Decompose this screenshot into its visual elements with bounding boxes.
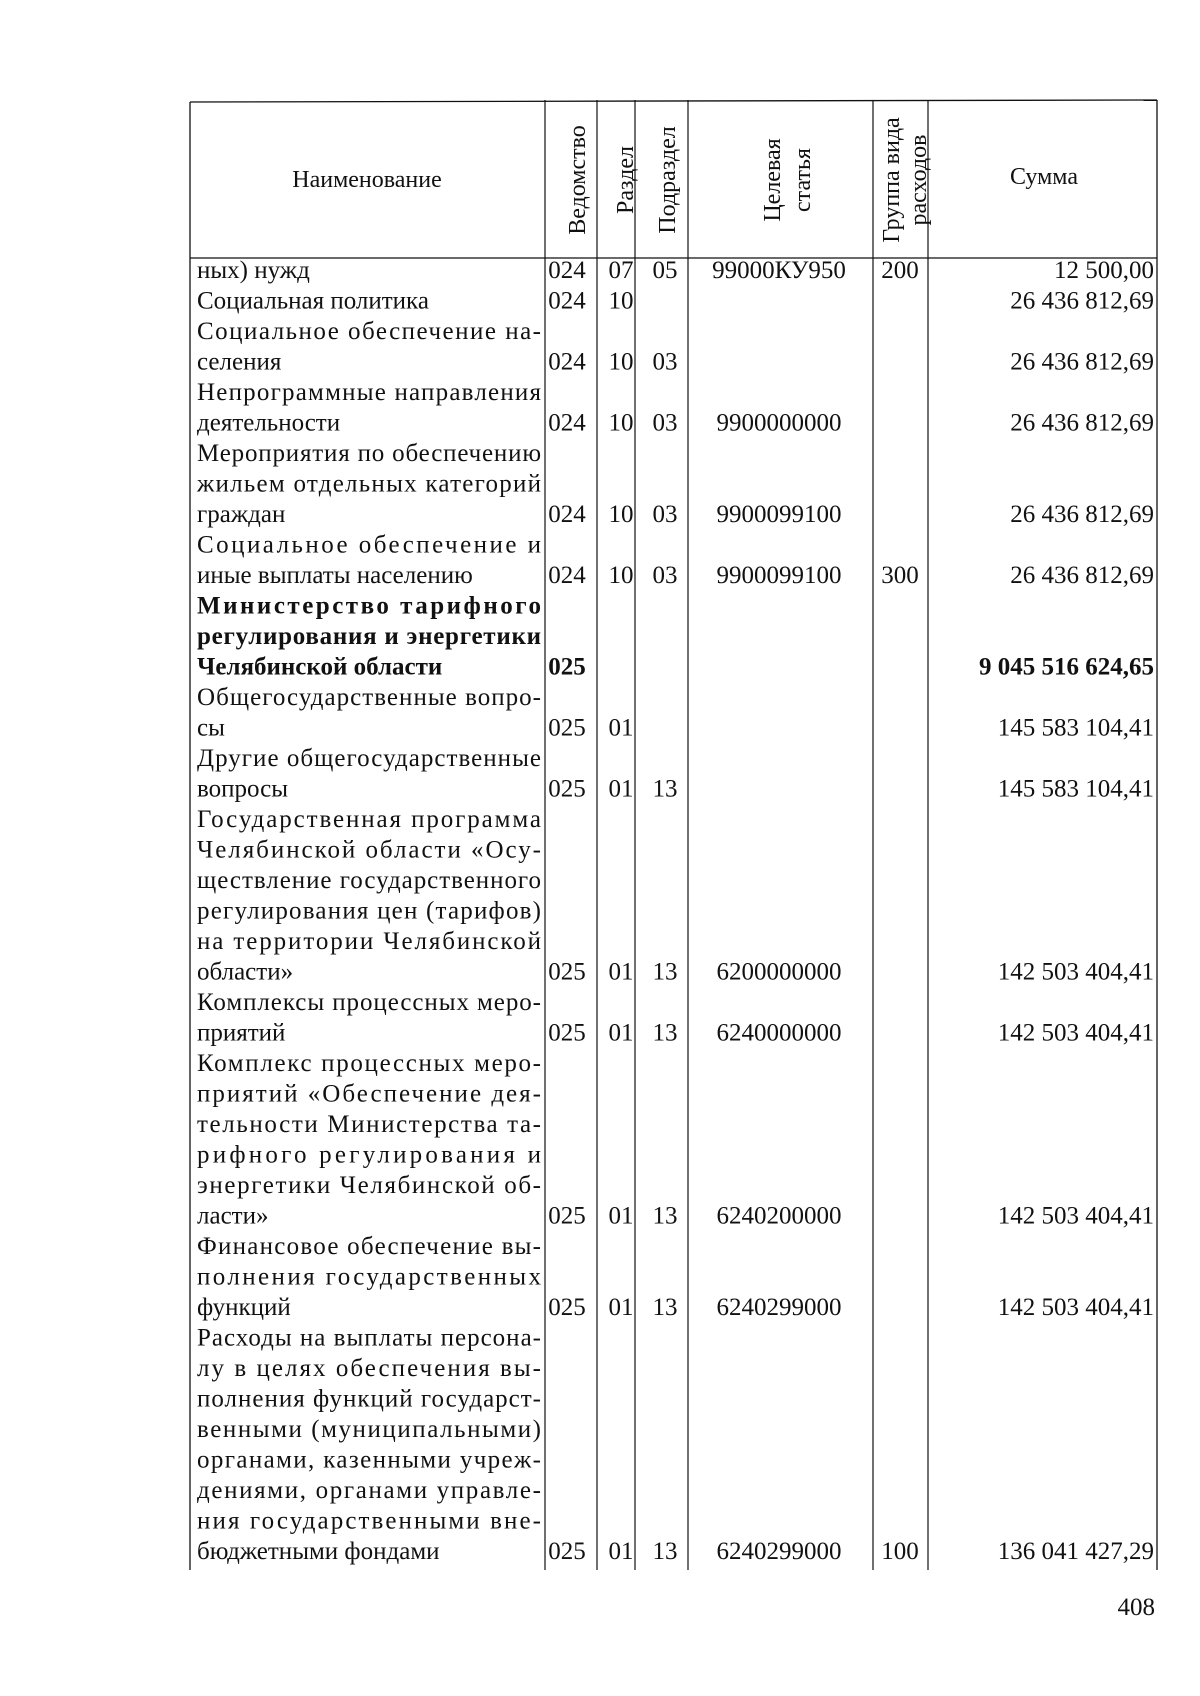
- header-subsection: Подраздел: [655, 126, 681, 234]
- row-name-line: венными (муниципальными): [197, 1416, 541, 1443]
- row-name-line: энергетики Челябинской об-: [197, 1172, 541, 1199]
- row-name-line: Непрограммные направления: [197, 379, 541, 406]
- row-target: 6240299000: [716, 1294, 842, 1321]
- row-sum: 12 500,00: [1054, 257, 1154, 284]
- header-target-line2: статья: [790, 148, 816, 212]
- row-dept: 024: [548, 257, 586, 284]
- row-name-line: селения: [197, 348, 282, 376]
- row-target: 6200000000: [716, 958, 842, 986]
- row-target: 9900000000: [716, 409, 842, 437]
- row-name-line: Государственная программа: [197, 806, 541, 833]
- row-name-line: функций: [197, 1294, 291, 1321]
- row-name-line: Комплексы процессных меро-: [197, 989, 541, 1016]
- row-subsection: 13: [652, 1019, 678, 1047]
- row-name-line: Министерство тарифного: [197, 592, 541, 620]
- row-section: 10: [608, 287, 634, 315]
- row-target: 6240000000: [716, 1019, 842, 1047]
- row-subsection: 03: [652, 562, 678, 589]
- table-row: [197, 745, 1154, 803]
- row-dept: 024: [548, 501, 586, 528]
- table-row: [197, 257, 1154, 284]
- row-dept: 025: [548, 1202, 586, 1230]
- row-section: 01: [608, 714, 634, 742]
- row-name-line: приятий: [197, 1019, 286, 1047]
- table-row: [197, 1050, 1154, 1230]
- row-name-line: рифного регулирования и: [197, 1141, 541, 1169]
- row-section: 01: [608, 1538, 634, 1565]
- row-sum: 145 583 104,41: [997, 714, 1154, 742]
- row-subsection: 13: [652, 1294, 678, 1321]
- table-row: [197, 684, 1154, 742]
- row-name-line: Челябинской области: [197, 653, 443, 681]
- row-group: 200: [881, 257, 919, 284]
- row-subsection: 13: [652, 1538, 678, 1565]
- table-row: [197, 379, 1154, 437]
- row-name-line: ния государственными вне-: [197, 1507, 541, 1535]
- row-name-line: Мероприятия по обеспечению: [197, 440, 541, 467]
- row-subsection: 13: [652, 958, 678, 986]
- header-group-line2: расходов: [906, 134, 932, 226]
- row-section: 01: [608, 1202, 634, 1230]
- row-section: 01: [608, 958, 634, 986]
- table-row: [197, 593, 1154, 681]
- row-name-line: регулирования цен (тарифов): [197, 897, 541, 925]
- row-name-line: жильем отдельных категорий: [197, 470, 541, 498]
- row-sum: 26 436 812,69: [1010, 409, 1154, 437]
- row-dept: 025: [548, 1294, 586, 1321]
- row-dept: 025: [548, 1538, 586, 1565]
- table-row: [197, 1325, 1154, 1566]
- column-dividers: [545, 100, 928, 1570]
- row-section: 10: [608, 562, 634, 589]
- row-sum: 136 041 427,29: [997, 1538, 1154, 1565]
- row-section: 07: [608, 257, 634, 284]
- table-row: [197, 288, 1154, 315]
- row-sum: 26 436 812,69: [1010, 348, 1154, 376]
- page-number: 408: [1117, 1594, 1155, 1621]
- row-dept: 025: [548, 958, 586, 986]
- row-name-line: Общегосударственные вопро-: [197, 684, 541, 711]
- row-name-line: органами, казенными учреж-: [197, 1446, 541, 1474]
- table-row: [197, 1233, 1154, 1321]
- row-sum: 145 583 104,41: [997, 775, 1154, 803]
- row-subsection: 03: [652, 348, 678, 376]
- row-subsection: 13: [652, 1202, 678, 1230]
- row-name-line: Социальное обеспечение и: [197, 531, 541, 559]
- row-name-line: деятельности: [197, 409, 341, 437]
- row-dept: 024: [548, 287, 586, 315]
- table-row: [197, 806, 1154, 986]
- row-name-line: приятий «Обеспечение дея-: [197, 1080, 541, 1108]
- header-group-line1: Группа вида: [879, 117, 905, 243]
- row-section: 10: [608, 409, 634, 437]
- row-target: 6240299000: [716, 1538, 842, 1565]
- row-group: 300: [881, 562, 919, 589]
- row-name-line: ласти»: [197, 1202, 269, 1230]
- row-name-line: Комплекс процессных меро-: [197, 1050, 541, 1077]
- row-section: 01: [608, 775, 634, 803]
- row-subsection: 03: [652, 501, 678, 528]
- row-dept: 025: [548, 653, 586, 681]
- row-name-line: полнения государственных: [197, 1263, 541, 1291]
- row-name-line: Расходы на выплаты персона-: [197, 1324, 541, 1352]
- row-name-line: ществление государственного: [197, 867, 541, 894]
- row-sum: 26 436 812,69: [1010, 287, 1154, 315]
- row-name-line: ных) нужд: [197, 257, 310, 284]
- row-name-line: вопросы: [197, 775, 289, 803]
- table-row: [197, 532, 1154, 590]
- row-section: 01: [608, 1019, 634, 1047]
- row-sum: 142 503 404,41: [997, 1019, 1154, 1047]
- row-subsection: 05: [652, 257, 678, 284]
- row-target: 99000КУ950: [712, 257, 846, 284]
- row-sum: 26 436 812,69: [1010, 562, 1154, 589]
- row-name-line: граждан: [197, 501, 286, 528]
- row-name-line: тельности Министерства та-: [197, 1111, 541, 1138]
- row-name-line: полнения функций государст-: [197, 1385, 541, 1413]
- row-sum: 9 045 516 624,65: [979, 653, 1154, 681]
- row-name-line: на территории Челябинской: [197, 928, 541, 955]
- row-dept: 024: [548, 409, 586, 437]
- table-row: [197, 318, 1154, 376]
- table-row: [196, 440, 1154, 528]
- row-target: 9900099100: [716, 501, 842, 528]
- row-name-line: Социальная политика: [197, 287, 429, 315]
- row-dept: 025: [548, 775, 586, 803]
- row-dept: 024: [548, 348, 586, 376]
- row-name-line: дениями, органами управле-: [197, 1477, 541, 1504]
- row-target: 9900099100: [716, 562, 842, 589]
- header-sum: Сумма: [1010, 164, 1078, 190]
- row-name-line: Челябинской области «Осу-: [197, 836, 541, 864]
- row-name-line: иные выплаты населению: [197, 562, 473, 589]
- row-sum: 142 503 404,41: [997, 1294, 1154, 1321]
- row-subsection: 03: [652, 409, 678, 437]
- row-section: 10: [608, 501, 634, 528]
- row-subsection: 13: [652, 775, 678, 803]
- row-name-line: бюджетными фондами: [197, 1538, 440, 1565]
- header-name: Наименование: [292, 167, 442, 193]
- header-dept: Ведомство: [565, 125, 591, 235]
- table-body: [196, 257, 1154, 1565]
- row-name-line: сы: [197, 714, 225, 742]
- row-sum: 26 436 812,69: [1010, 501, 1154, 528]
- header-target-line1: Целевая: [760, 138, 786, 222]
- row-dept: 025: [548, 1019, 586, 1047]
- row-dept: 025: [548, 714, 586, 742]
- header-section: Раздел: [613, 146, 639, 214]
- row-name-line: Другие общегосударственные: [197, 745, 541, 772]
- row-name-line: регулирования и энергетики: [197, 623, 541, 650]
- row-target: 6240200000: [716, 1202, 842, 1230]
- row-section: 01: [608, 1294, 634, 1321]
- row-name-line: Финансовое обеспечение вы-: [197, 1233, 541, 1260]
- row-sum: 142 503 404,41: [997, 1202, 1154, 1230]
- table-row: [197, 989, 1154, 1047]
- row-section: 10: [608, 348, 634, 376]
- row-name-line: лу в целях обеспечения вы-: [197, 1355, 541, 1382]
- row-name-line: области»: [197, 958, 294, 986]
- row-sum: 142 503 404,41: [997, 958, 1154, 986]
- row-group: 100: [881, 1538, 919, 1565]
- row-dept: 024: [548, 562, 586, 589]
- row-name-line: Социальное обеспечение на-: [197, 318, 541, 345]
